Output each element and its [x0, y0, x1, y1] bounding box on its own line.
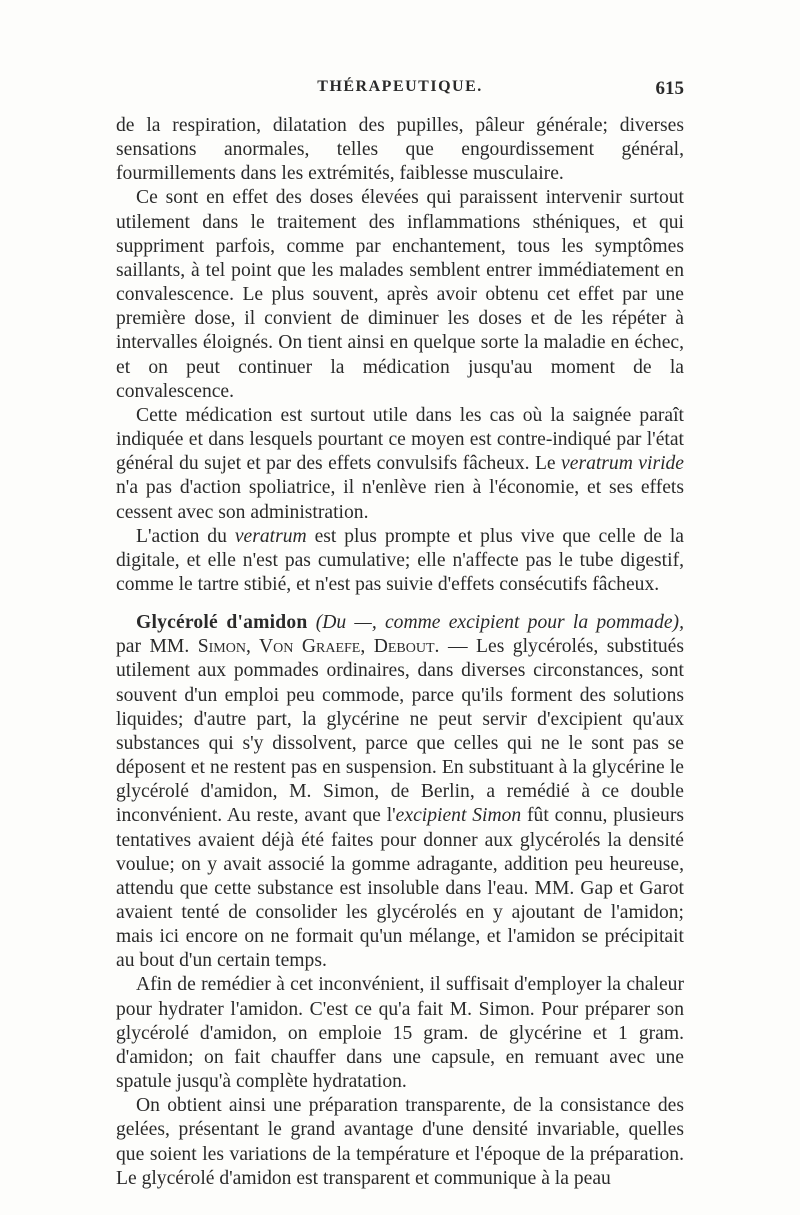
italic-term: excipient Simon: [395, 805, 522, 827]
running-title: THÉRAPEUTIQUE.: [317, 78, 483, 95]
page-header: [116, 78, 684, 104]
dictionary-entry: [116, 611, 684, 973]
page-body: [116, 114, 684, 1191]
author-names: Simon, Von Graefe, Debout.: [197, 636, 440, 658]
paragraph-text: par MM.: [116, 636, 190, 658]
paragraph: [116, 404, 684, 525]
entry-heading: Glycérolé d'amidon: [136, 612, 308, 634]
paragraph-text: Ce sont en effet des doses élevées qui paraissent intervenir surtout utilement dans le traitement des inflammations sthéniques, et qui suppriment parfois, comme par enchantement, tous les symptômes saillants, à tel point que les malades semblent entrer immédiatement en convalescence. Le plus souvent, après avoir obtenu cet effet par une première dose, il convient de diminuer les doses et de les répéter à intervalles éloignés. On tient ainsi en quelque sorte la maladie en échec, et on peut continuer la médication jusqu'au moment de la convalescence.: [116, 187, 684, 402]
page-number: 615: [655, 78, 684, 99]
italic-term: veratrum viride: [561, 453, 685, 475]
paragraph-continuation: [116, 114, 684, 186]
entry-subtitle: (Du —, comme excipient pour la pommade),: [315, 612, 684, 634]
italic-term: veratrum: [234, 525, 307, 547]
paragraph-text: — Les glycérolés, substitués utilement aux pommades ordinaires, dans diverses circonstances, sont souvent d'un emploi peu commode, parce qu'ils forment des solutions liquides; d'autre part, la glycérine ne peut servir d'excipient qu'aux substances qui s'y dissolvent, parce que celles qui ne le sont pas se déposent et ne restent pas en suspension. En substituant à la glycérine le glycérolé d'amidon, M. Simon, de Berlin, a remédié à ce double inconvénient. Au reste, avant que l': [116, 636, 685, 827]
paragraph-text: de la respiration, dilatation des pupilles, pâleur générale; diverses sensations anormales, telles que engourdissement général, fourmillements dans les extrémités, faiblesse musculaire.: [116, 115, 684, 185]
paragraph-text: On obtient ainsi une préparation transparente, de la consistance des gelées, présentant le grand avantage d'une densité invariable, quelles que soient les variations de la température et l'époque de la préparation. Le glycérolé d'amidon est transparent et communique à la peau: [116, 1095, 684, 1189]
paragraph-text: n'a pas d'action spoliatrice, il n'enlève rien à l'économie, et ses effets cessent avec son administration.: [116, 477, 684, 523]
paragraph-text: Afin de remédier à cet inconvénient, il suffisait d'employer la chaleur pour hydrater l'amidon. C'est ce qu'a fait M. Simon. Pour préparer son glycérolé d'amidon, on emploie 15 gram. de glycérine et 1 gram. d'amidon; on fait chauffer dans une capsule, en remuant avec une spatule jusqu'à complète hydratation.: [116, 974, 684, 1093]
paragraph: [116, 1094, 684, 1191]
paragraph-text: Cette médication est surtout utile dans les cas où la saignée paraît indiquée et dans lesquels pourtant ce moyen est contre-indiqué par l'état général du sujet et par des effets convulsifs fâcheux. Le: [116, 404, 684, 475]
paragraph-text: fût connu, plusieurs tentatives avaient déjà été faites pour donner aux glycérolés la densité voulue; on y avait associé la gomme adragante, addition peu heureuse, attendu que cette substance est insoluble dans l'eau. MM. Gap et Garot avaient tenté de consolider les glycérolés en y ajoutant de l'amidon; mais ici encore on ne formait qu'un mélange, et l'amidon se précipitait au bout d'un certain temps.: [116, 805, 684, 972]
paragraph-text: est plus prompte et plus vive que celle de la digitale, et elle n'est pas cumulative; elle n'affecte pas le tube digestif, comme le tartre stibié, et n'est pas suivie d'effets consécutifs fâcheux.: [116, 525, 684, 595]
paragraph: [116, 973, 684, 1094]
paragraph: [116, 525, 684, 597]
paragraph-text: L'action du: [136, 525, 227, 547]
paragraph: [116, 186, 684, 403]
